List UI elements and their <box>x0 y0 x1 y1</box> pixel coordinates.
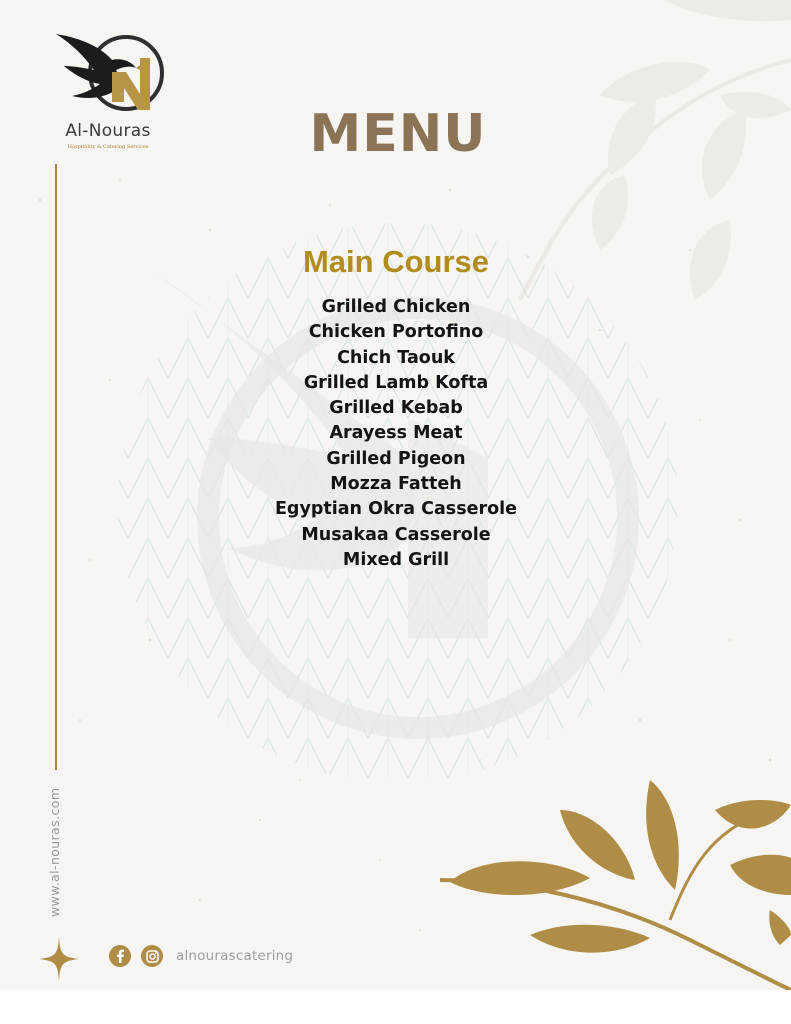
menu-item: Grilled Lamb Kofta <box>303 372 489 393</box>
menu-item: Grilled Kebab <box>329 398 463 419</box>
dove-n-logo-icon <box>54 30 166 116</box>
instagram-icon[interactable] <box>141 945 163 967</box>
menu-item: Grilled Chicken <box>321 297 471 317</box>
website-link[interactable]: www.al-nouras.com <box>47 787 62 917</box>
brand-logo <box>50 30 166 150</box>
social-bar <box>109 945 293 967</box>
menu-item: Chich Taouk <box>337 347 455 368</box>
menu-item: Musakaa Casserole <box>301 524 491 545</box>
sparkle-icon <box>39 936 79 982</box>
menu-items-list <box>196 295 596 573</box>
menu-item: Mozza Fatteh <box>330 474 462 495</box>
social-handle[interactable]: alnourascatering <box>176 948 294 964</box>
facebook-icon[interactable] <box>109 945 131 967</box>
menu-item: Arayess Meat <box>329 423 463 444</box>
vertical-divider <box>55 164 57 770</box>
menu-item: Chicken Portofino <box>308 322 484 343</box>
brand-tagline: Hospitality & Catering Services <box>67 144 149 150</box>
menu-item: Mixed Grill <box>342 549 450 570</box>
section-title: Main Course <box>302 244 490 279</box>
brand-name: Al-Nouras <box>65 121 151 141</box>
menu-item: Grilled Pigeon <box>326 448 466 469</box>
menu-item: Egyptian Okra Casserole <box>274 499 518 520</box>
menu-title: MENU <box>309 104 487 164</box>
gold-leaves-icon <box>440 770 791 990</box>
